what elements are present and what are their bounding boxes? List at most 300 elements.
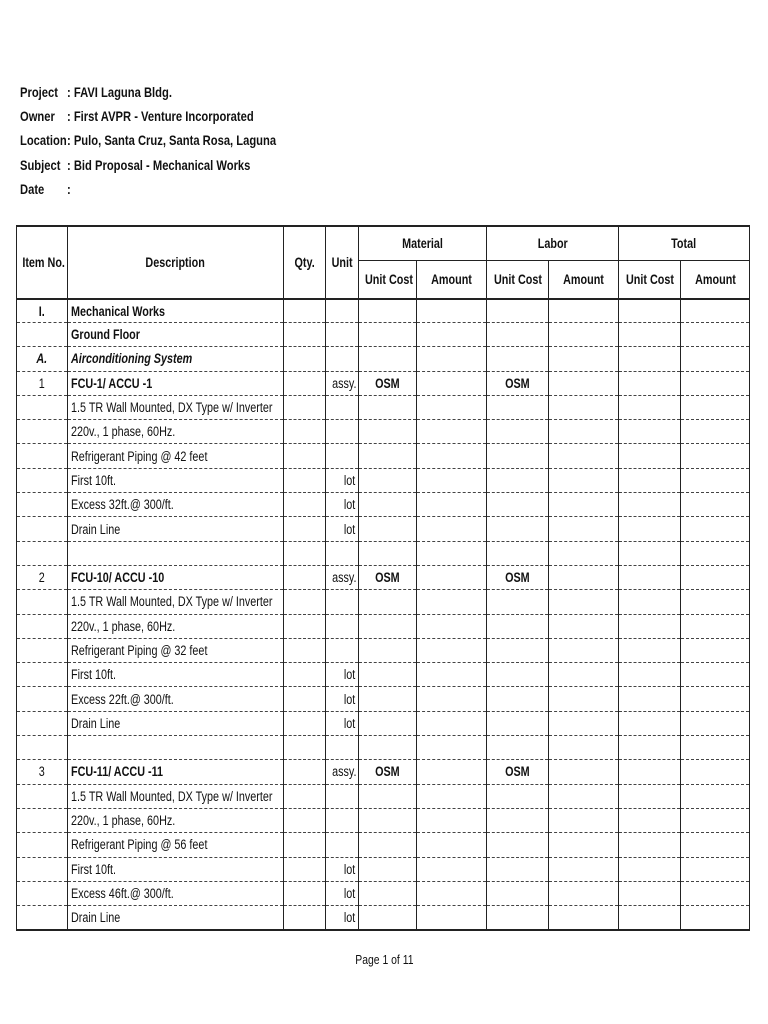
- qty-cell: [284, 420, 326, 444]
- total-unit-cost-cell: [619, 614, 681, 638]
- labor-unit-cost-cell: OSM: [487, 565, 549, 589]
- labor-amount-cell: [549, 614, 619, 638]
- description-cell: Mechanical Works: [68, 299, 284, 323]
- item-no-cell: [17, 323, 68, 347]
- header-value: : Pulo, Santa Cruz, Santa Rosa, Laguna: [67, 132, 277, 149]
- labor-amount-cell: [549, 711, 619, 735]
- qty-cell: [284, 347, 326, 371]
- total-amount-cell: [681, 857, 750, 881]
- unit-cell: lot: [326, 517, 359, 541]
- total-amount-cell: [681, 444, 750, 468]
- unit-cell: lot: [326, 493, 359, 517]
- unit-cell: [326, 299, 359, 323]
- item-no-cell: [17, 395, 68, 419]
- unit-cell: [326, 347, 359, 371]
- labor-amount-cell: [549, 371, 619, 395]
- page-number: Page 1 of 11: [354, 952, 414, 967]
- total-unit-cost-cell: [619, 493, 681, 517]
- qty-cell: [284, 614, 326, 638]
- col-header-total: Total: [619, 226, 750, 261]
- labor-unit-cost-cell: [487, 881, 549, 905]
- material-unit-cost-cell: [359, 833, 417, 857]
- table-row: [17, 881, 750, 905]
- qty-cell: [284, 493, 326, 517]
- item-no-cell: [17, 784, 68, 808]
- qty-cell: [284, 323, 326, 347]
- material-amount-cell: [417, 347, 487, 371]
- material-unit-cost-cell: [359, 541, 417, 565]
- total-amount-cell: [681, 808, 750, 832]
- total-amount-cell: [681, 565, 750, 589]
- material-unit-cost-cell: [359, 590, 417, 614]
- item-no-cell: [17, 517, 68, 541]
- qty-cell: [284, 736, 326, 760]
- qty-cell: [284, 541, 326, 565]
- total-unit-cost-cell: [619, 784, 681, 808]
- labor-amount-cell: [549, 590, 619, 614]
- labor-unit-cost-cell: [487, 590, 549, 614]
- unit-cell: lot: [326, 857, 359, 881]
- unit-cell: lot: [326, 881, 359, 905]
- item-no-cell: [17, 420, 68, 444]
- header-label: Date: [20, 180, 45, 197]
- unit-cell: [326, 541, 359, 565]
- material-unit-cost-cell: [359, 517, 417, 541]
- material-amount-cell: [417, 299, 487, 323]
- labor-amount-cell: [549, 687, 619, 711]
- total-amount-cell: [681, 395, 750, 419]
- total-amount-cell: [681, 760, 750, 784]
- total-unit-cost-cell: [619, 347, 681, 371]
- total-amount-cell: [681, 614, 750, 638]
- labor-amount-cell: [549, 881, 619, 905]
- material-unit-cost-cell: [359, 299, 417, 323]
- labor-unit-cost-cell: [487, 468, 549, 492]
- unit-cell: lot: [326, 468, 359, 492]
- labor-amount-cell: [549, 663, 619, 687]
- description-cell: 220v., 1 phase, 60Hz.: [68, 420, 284, 444]
- total-amount-cell: [681, 784, 750, 808]
- item-no-cell: [17, 444, 68, 468]
- header-value: : First AVPR - Venture Incorporated: [67, 108, 254, 125]
- qty-cell: [284, 711, 326, 735]
- total-unit-cost-cell: [619, 541, 681, 565]
- labor-unit-cost-cell: [487, 638, 549, 662]
- unit-cell: assy.: [326, 371, 359, 395]
- description-cell: 1.5 TR Wall Mounted, DX Type w/ Inverter: [68, 784, 284, 808]
- table-body: [17, 299, 750, 930]
- table-row: [17, 687, 750, 711]
- qty-cell: [284, 565, 326, 589]
- description-cell: FCU-10/ ACCU -10: [68, 565, 284, 589]
- description-cell: Excess 22ft.@ 300/ft.: [68, 687, 284, 711]
- labor-unit-cost-cell: [487, 347, 549, 371]
- header-label: Subject: [20, 156, 61, 173]
- col-header-material-amount: Amount: [417, 261, 487, 300]
- table-header: [17, 226, 750, 299]
- col-header-labor-amount: Amount: [549, 261, 619, 300]
- total-unit-cost-cell: [619, 760, 681, 784]
- qty-cell: [284, 663, 326, 687]
- unit-cell: lot: [326, 687, 359, 711]
- total-unit-cost-cell: [619, 663, 681, 687]
- table-row: [17, 541, 750, 565]
- labor-unit-cost-cell: [487, 444, 549, 468]
- col-header-description: Description: [68, 226, 284, 299]
- table-row: [17, 517, 750, 541]
- labor-unit-cost-cell: OSM: [487, 760, 549, 784]
- item-no-cell: 1: [17, 371, 68, 395]
- description-cell: Excess 46ft.@ 300/ft.: [68, 881, 284, 905]
- description-cell: Refrigerant Piping @ 56 feet: [68, 833, 284, 857]
- table-row: [17, 590, 750, 614]
- material-amount-cell: [417, 808, 487, 832]
- table-row: [17, 857, 750, 881]
- labor-unit-cost-cell: [487, 517, 549, 541]
- total-unit-cost-cell: [619, 711, 681, 735]
- header-label: Owner: [20, 108, 55, 125]
- labor-unit-cost-cell: [487, 663, 549, 687]
- material-unit-cost-cell: [359, 711, 417, 735]
- material-amount-cell: [417, 493, 487, 517]
- material-unit-cost-cell: [359, 663, 417, 687]
- unit-cell: [326, 590, 359, 614]
- total-amount-cell: [681, 468, 750, 492]
- description-cell: Drain Line: [68, 517, 284, 541]
- material-unit-cost-cell: [359, 808, 417, 832]
- labor-amount-cell: [549, 857, 619, 881]
- col-header-unit: Unit: [326, 226, 359, 299]
- unit-cell: [326, 784, 359, 808]
- labor-unit-cost-cell: [487, 395, 549, 419]
- qty-cell: [284, 638, 326, 662]
- material-amount-cell: [417, 444, 487, 468]
- material-amount-cell: [417, 906, 487, 931]
- description-cell: Airconditioning System: [68, 347, 284, 371]
- material-amount-cell: [417, 760, 487, 784]
- qty-cell: [284, 784, 326, 808]
- qty-cell: [284, 517, 326, 541]
- total-amount-cell: [681, 906, 750, 931]
- col-header-material-unit-cost: Unit Cost: [359, 261, 417, 300]
- labor-unit-cost-cell: [487, 299, 549, 323]
- description-cell: 220v., 1 phase, 60Hz.: [68, 808, 284, 832]
- labor-amount-cell: [549, 906, 619, 931]
- labor-unit-cost-cell: [487, 541, 549, 565]
- table-row: [17, 347, 750, 371]
- description-cell: FCU-1/ ACCU -1: [68, 371, 284, 395]
- item-no-cell: [17, 711, 68, 735]
- qty-cell: [284, 808, 326, 832]
- col-header-labor: Labor: [487, 226, 619, 261]
- table-row: [17, 711, 750, 735]
- labor-unit-cost-cell: [487, 323, 549, 347]
- description-cell: 1.5 TR Wall Mounted, DX Type w/ Inverter: [68, 395, 284, 419]
- material-unit-cost-cell: [359, 614, 417, 638]
- item-no-cell: 2: [17, 565, 68, 589]
- material-amount-cell: [417, 687, 487, 711]
- description-cell: Drain Line: [68, 711, 284, 735]
- total-amount-cell: [681, 881, 750, 905]
- item-no-cell: [17, 663, 68, 687]
- total-amount-cell: [681, 517, 750, 541]
- unit-cell: [326, 638, 359, 662]
- material-unit-cost-cell: OSM: [359, 371, 417, 395]
- total-amount-cell: [681, 299, 750, 323]
- table-row: [17, 493, 750, 517]
- item-no-cell: [17, 687, 68, 711]
- description-cell: First 10ft.: [68, 663, 284, 687]
- item-no-cell: [17, 808, 68, 832]
- description-cell: Refrigerant Piping @ 42 feet: [68, 444, 284, 468]
- item-no-cell: [17, 638, 68, 662]
- unit-cell: assy.: [326, 565, 359, 589]
- item-no-cell: [17, 590, 68, 614]
- labor-amount-cell: [549, 444, 619, 468]
- total-unit-cost-cell: [619, 468, 681, 492]
- labor-amount-cell: [549, 784, 619, 808]
- item-no-cell: [17, 833, 68, 857]
- item-no-cell: [17, 493, 68, 517]
- labor-amount-cell: [549, 299, 619, 323]
- table-row: [17, 323, 750, 347]
- labor-amount-cell: [549, 541, 619, 565]
- table-row: [17, 371, 750, 395]
- total-amount-cell: [681, 323, 750, 347]
- table-row: [17, 395, 750, 419]
- labor-amount-cell: [549, 833, 619, 857]
- material-amount-cell: [417, 784, 487, 808]
- unit-cell: [326, 323, 359, 347]
- unit-cell: assy.: [326, 760, 359, 784]
- material-amount-cell: [417, 420, 487, 444]
- qty-cell: [284, 857, 326, 881]
- total-amount-cell: [681, 638, 750, 662]
- labor-amount-cell: [549, 323, 619, 347]
- unit-cell: [326, 614, 359, 638]
- item-no-cell: A.: [17, 347, 68, 371]
- unit-cell: lot: [326, 906, 359, 931]
- total-unit-cost-cell: [619, 323, 681, 347]
- qty-cell: [284, 468, 326, 492]
- unit-cell: lot: [326, 663, 359, 687]
- description-cell: First 10ft.: [68, 468, 284, 492]
- unit-cell: [326, 808, 359, 832]
- qty-cell: [284, 760, 326, 784]
- material-amount-cell: [417, 711, 487, 735]
- col-header-total-amount: Amount: [681, 261, 750, 300]
- table-row: [17, 808, 750, 832]
- total-amount-cell: [681, 541, 750, 565]
- table-row: [17, 444, 750, 468]
- description-cell: 220v., 1 phase, 60Hz.: [68, 614, 284, 638]
- labor-unit-cost-cell: [487, 808, 549, 832]
- table-row: [17, 663, 750, 687]
- material-unit-cost-cell: [359, 420, 417, 444]
- labor-amount-cell: [549, 517, 619, 541]
- item-no-cell: [17, 541, 68, 565]
- total-amount-cell: [681, 347, 750, 371]
- labor-unit-cost-cell: [487, 906, 549, 931]
- qty-cell: [284, 833, 326, 857]
- qty-cell: [284, 906, 326, 931]
- labor-amount-cell: [549, 468, 619, 492]
- unit-cell: [326, 420, 359, 444]
- table-row: [17, 614, 750, 638]
- table-row: [17, 736, 750, 760]
- total-unit-cost-cell: [619, 687, 681, 711]
- col-header-labor-unit-cost: Unit Cost: [487, 261, 549, 300]
- header-value: : Bid Proposal - Mechanical Works: [67, 156, 251, 173]
- estimate-table: [16, 225, 750, 931]
- header-value: : FAVI Laguna Bldg.: [67, 84, 172, 100]
- material-unit-cost-cell: [359, 323, 417, 347]
- total-amount-cell: [681, 711, 750, 735]
- table-row: [17, 299, 750, 323]
- unit-cell: lot: [326, 711, 359, 735]
- description-cell: 1.5 TR Wall Mounted, DX Type w/ Inverter: [68, 590, 284, 614]
- description-cell: Drain Line: [68, 906, 284, 931]
- labor-amount-cell: [549, 808, 619, 832]
- item-no-cell: [17, 614, 68, 638]
- labor-unit-cost-cell: [487, 493, 549, 517]
- qty-cell: [284, 299, 326, 323]
- material-amount-cell: [417, 468, 487, 492]
- total-unit-cost-cell: [619, 444, 681, 468]
- material-amount-cell: [417, 517, 487, 541]
- table-row: [17, 833, 750, 857]
- material-unit-cost-cell: [359, 784, 417, 808]
- material-unit-cost-cell: [359, 857, 417, 881]
- material-amount-cell: [417, 638, 487, 662]
- table-row: [17, 906, 750, 931]
- description-cell: FCU-11/ ACCU -11: [68, 760, 284, 784]
- labor-unit-cost-cell: [487, 711, 549, 735]
- material-amount-cell: [417, 565, 487, 589]
- description-cell: Refrigerant Piping @ 32 feet: [68, 638, 284, 662]
- item-no-cell: I.: [17, 299, 68, 323]
- total-unit-cost-cell: [619, 395, 681, 419]
- item-no-cell: 3: [17, 760, 68, 784]
- material-unit-cost-cell: [359, 638, 417, 662]
- total-unit-cost-cell: [619, 517, 681, 541]
- total-unit-cost-cell: [619, 808, 681, 832]
- total-amount-cell: [681, 833, 750, 857]
- header-label: Location: [20, 132, 67, 149]
- table-row: [17, 565, 750, 589]
- total-unit-cost-cell: [619, 833, 681, 857]
- table-row: [17, 784, 750, 808]
- material-unit-cost-cell: [359, 347, 417, 371]
- labor-amount-cell: [549, 347, 619, 371]
- total-unit-cost-cell: [619, 420, 681, 444]
- material-amount-cell: [417, 663, 487, 687]
- header-value: :: [67, 180, 71, 197]
- total-unit-cost-cell: [619, 638, 681, 662]
- unit-cell: [326, 736, 359, 760]
- labor-amount-cell: [549, 395, 619, 419]
- table-row: [17, 420, 750, 444]
- table-row: [17, 468, 750, 492]
- total-amount-cell: [681, 371, 750, 395]
- material-unit-cost-cell: [359, 687, 417, 711]
- qty-cell: [284, 687, 326, 711]
- labor-amount-cell: [549, 565, 619, 589]
- unit-cell: [326, 833, 359, 857]
- material-amount-cell: [417, 881, 487, 905]
- material-unit-cost-cell: [359, 444, 417, 468]
- material-amount-cell: [417, 614, 487, 638]
- total-amount-cell: [681, 420, 750, 444]
- item-no-cell: [17, 736, 68, 760]
- material-amount-cell: [417, 395, 487, 419]
- col-header-total-unit-cost: Unit Cost: [619, 261, 681, 300]
- material-amount-cell: [417, 541, 487, 565]
- unit-cell: [326, 444, 359, 468]
- labor-amount-cell: [549, 760, 619, 784]
- total-amount-cell: [681, 493, 750, 517]
- labor-unit-cost-cell: [487, 784, 549, 808]
- total-unit-cost-cell: [619, 299, 681, 323]
- material-unit-cost-cell: [359, 906, 417, 931]
- material-amount-cell: [417, 833, 487, 857]
- material-unit-cost-cell: [359, 736, 417, 760]
- labor-amount-cell: [549, 736, 619, 760]
- description-cell: Excess 32ft.@ 300/ft.: [68, 493, 284, 517]
- total-amount-cell: [681, 590, 750, 614]
- material-amount-cell: [417, 371, 487, 395]
- header-label: Project: [20, 84, 58, 100]
- labor-amount-cell: [549, 493, 619, 517]
- total-unit-cost-cell: [619, 881, 681, 905]
- labor-unit-cost-cell: [487, 833, 549, 857]
- total-amount-cell: [681, 663, 750, 687]
- qty-cell: [284, 590, 326, 614]
- material-amount-cell: [417, 857, 487, 881]
- col-header-item-no: Item No.: [17, 226, 68, 299]
- total-unit-cost-cell: [619, 590, 681, 614]
- material-unit-cost-cell: [359, 468, 417, 492]
- table-row: [17, 638, 750, 662]
- labor-amount-cell: [549, 420, 619, 444]
- description-cell: First 10ft.: [68, 857, 284, 881]
- qty-cell: [284, 371, 326, 395]
- material-amount-cell: [417, 590, 487, 614]
- total-amount-cell: [681, 687, 750, 711]
- material-amount-cell: [417, 323, 487, 347]
- item-no-cell: [17, 468, 68, 492]
- unit-cell: [326, 395, 359, 419]
- material-unit-cost-cell: [359, 881, 417, 905]
- labor-amount-cell: [549, 638, 619, 662]
- total-amount-cell: [681, 736, 750, 760]
- material-unit-cost-cell: OSM: [359, 565, 417, 589]
- qty-cell: [284, 881, 326, 905]
- description-cell: [68, 541, 284, 565]
- labor-unit-cost-cell: [487, 736, 549, 760]
- labor-unit-cost-cell: [487, 614, 549, 638]
- labor-unit-cost-cell: [487, 687, 549, 711]
- item-no-cell: [17, 857, 68, 881]
- material-amount-cell: [417, 736, 487, 760]
- total-unit-cost-cell: [619, 565, 681, 589]
- total-unit-cost-cell: [619, 857, 681, 881]
- material-unit-cost-cell: OSM: [359, 760, 417, 784]
- qty-cell: [284, 444, 326, 468]
- col-header-material: Material: [359, 226, 487, 261]
- col-header-qty: Qty.: [284, 226, 326, 299]
- total-unit-cost-cell: [619, 906, 681, 931]
